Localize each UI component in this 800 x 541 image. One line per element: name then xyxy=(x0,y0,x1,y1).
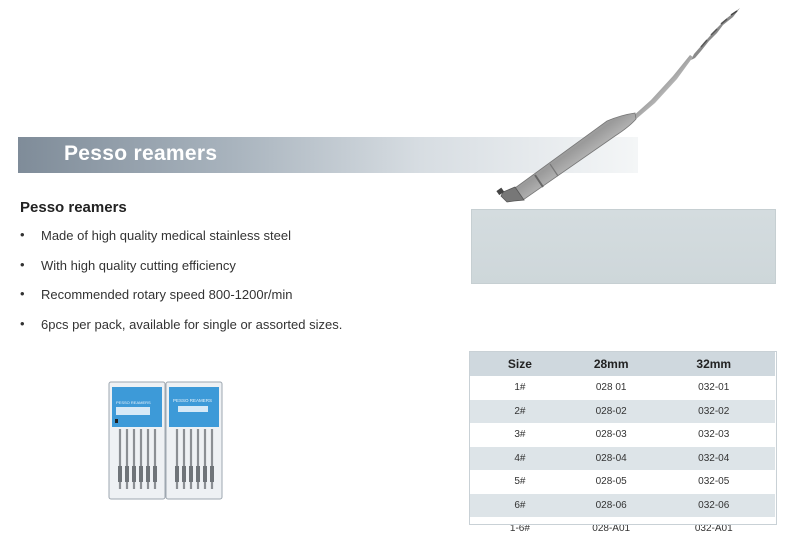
table-cell-size: 1-6# xyxy=(509,523,530,535)
table-cell-size: 2# xyxy=(470,400,570,424)
pesso-reamer-instrument-image xyxy=(495,3,755,208)
product-heading: Pesso reamers xyxy=(20,199,127,216)
pack-label: PESSO REAMERS xyxy=(173,398,213,403)
table-cell-28mm: 028-06 xyxy=(570,494,653,518)
table-cell-size: 4# xyxy=(470,447,570,471)
size-table xyxy=(470,352,775,541)
pesso-reamers-package-image xyxy=(108,381,224,500)
table-row xyxy=(470,494,775,518)
feature-item: • Recommended rotary speed 800-1200r/min xyxy=(18,287,342,317)
table-header-size: Size xyxy=(470,352,570,376)
table-row xyxy=(470,376,775,400)
table-cell-28mm: 028-A01 xyxy=(592,523,631,535)
table-cell-size: 3# xyxy=(514,429,526,441)
table-header-row xyxy=(470,352,775,376)
table-row xyxy=(470,447,775,471)
table-cell-32mm: 032-03 xyxy=(698,429,730,441)
table-row xyxy=(470,400,775,424)
table-row xyxy=(470,423,775,447)
table-cell-28mm: 028-04 xyxy=(570,447,653,471)
table-cell-32mm: 032-01 xyxy=(698,382,730,394)
table-cell-32mm: 032-A01 xyxy=(694,523,733,535)
table-cell-28mm: 028 01 xyxy=(595,382,627,394)
table-header-32mm: 32mm xyxy=(653,352,776,376)
table-cell-32mm: 032-04 xyxy=(653,447,776,471)
feature-item: • With high quality cutting efficiency xyxy=(18,258,342,288)
table-cell-28mm: 028-05 xyxy=(595,476,627,488)
table-cell-28mm: 028-03 xyxy=(595,429,627,441)
table-cell-32mm: 032-06 xyxy=(653,494,776,518)
table-cell-32mm: 032-05 xyxy=(698,476,730,488)
banner-title: Pesso reamers xyxy=(64,142,218,165)
table-row xyxy=(470,517,775,541)
table-cell-28mm: 028-02 xyxy=(570,400,653,424)
feature-item: • Made of high quality medical stainless steel xyxy=(18,228,342,258)
gray-panel xyxy=(471,209,776,284)
svg-text:PESSO REAMERS: PESSO REAMERS xyxy=(116,400,151,405)
feature-item: • 6pcs per pack, available for single or assorted sizes. xyxy=(18,317,342,347)
table-header-28mm: 28mm xyxy=(570,352,653,376)
table-row xyxy=(470,470,775,494)
feature-list xyxy=(18,228,342,346)
table-cell-size: 5# xyxy=(514,476,526,488)
table-cell-size: 6# xyxy=(470,494,570,518)
table-cell-32mm: 032-02 xyxy=(653,400,776,424)
table-cell-size: 1# xyxy=(514,382,526,394)
